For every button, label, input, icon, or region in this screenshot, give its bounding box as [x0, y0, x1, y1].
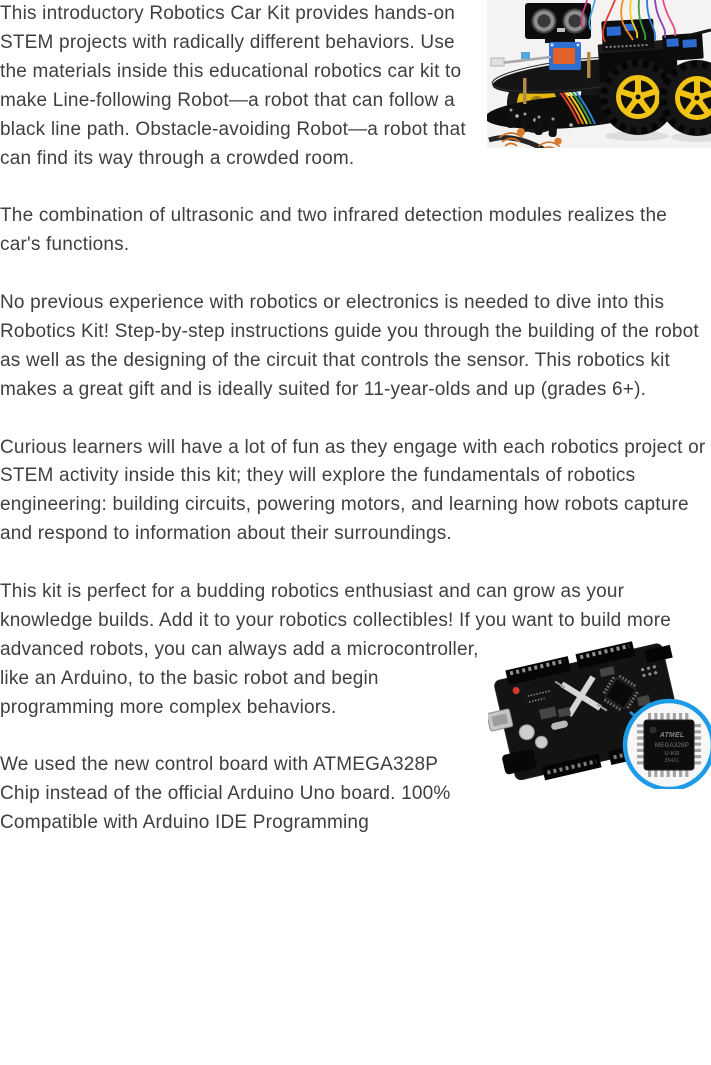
pin1-dot — [650, 727, 656, 733]
paragraph-intro: This introductory Robotics Car Kit provides hands-on STEM projects with radically different behaviors. Use the materials inside this educational robotics car kit to make Line-following Robot—a robot that can follow a black line path. Obstacle-avoiding Robot—a robot that can find its way through a crowded room. — [0, 3, 466, 169]
chip-lot-text: 3541L — [664, 758, 680, 764]
chip-suffix-text: U-KR — [664, 751, 680, 757]
chip-model-text: MEGA328P — [654, 742, 690, 749]
paragraph-experience: No previous experience with robotics or electronics is needed to dive into this Robotics Kit! Step-by-step instructions guide you through the building of the robot as well as the designing of the circuit that controls the sensor. This robotics kit makes a great gift and is ideally suited for 11-year-olds and up (grades 6+). — [0, 292, 699, 400]
paragraph-learners: Curious learners will have a lot of fun as they engage with each robotics project or STEM activity inside this kit; they will explore the fundamentals of robotics engineering: building circuits, powering motors, and learning how robots capture and respond to information about their surroundings. — [0, 436, 706, 545]
chip-brand-text: ATMEL — [659, 732, 685, 739]
paragraph-board: We used the new control board with ATMEGA328P Chip instead of the official Arduino Uno board. 100% Compatible with Arduino IDE Programming — [0, 754, 451, 834]
paragraph-modules: The combination of ultrasonic and two infrared detection modules realizes the car's functions. — [0, 205, 668, 256]
paragraph-grow: This kit is perfect for a budding robotics enthusiast and can grow as your knowledge builds. Add it to your robotics collectibles! If you want to build more advanced robots, you can always add a microcontroller, like an Arduino, to the basic robot and begin programming more complex behaviors. — [0, 581, 671, 718]
